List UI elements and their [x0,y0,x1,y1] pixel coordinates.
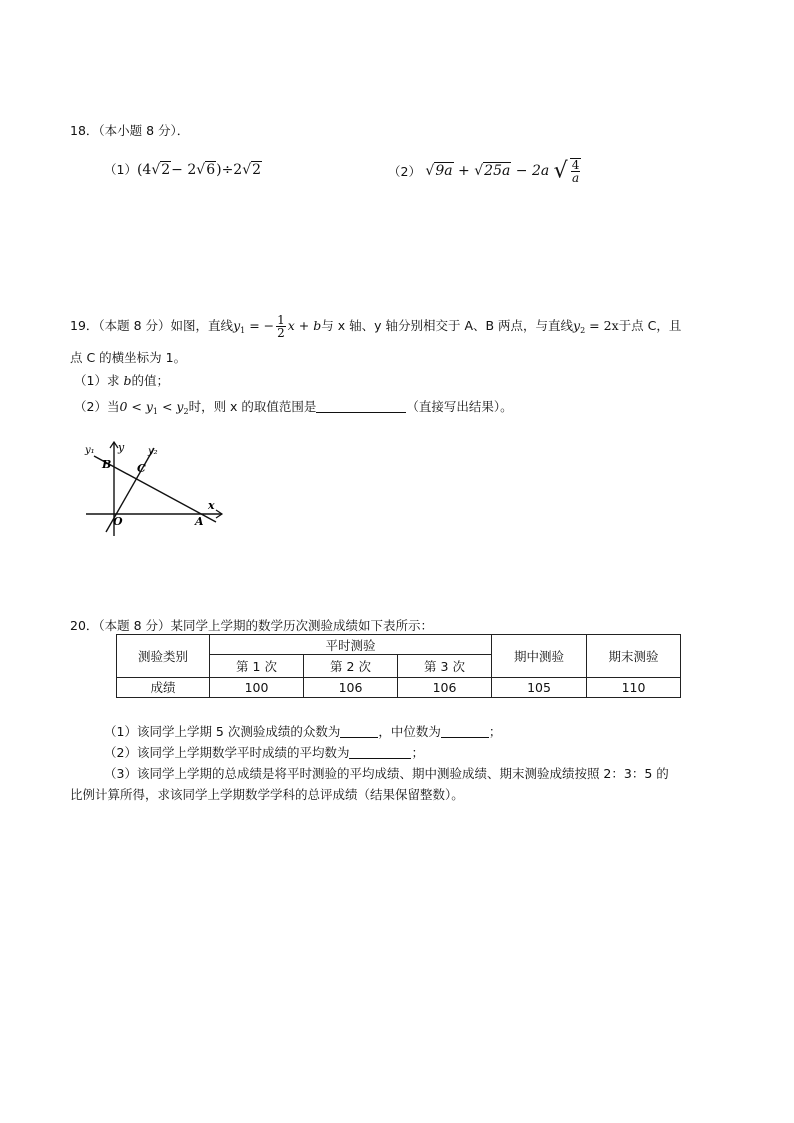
q19-y1-sub: 1 [240,326,246,335]
q19-fraction [276,314,286,339]
q19-figure [82,436,227,540]
label-a: A [195,515,204,528]
q19-sub2-tail: （直接写出结果）。 [406,399,513,414]
q18-p1-root2: 6 [206,162,216,178]
q19-sub1-pre: （1）求 [74,373,124,388]
q18-p1-open: (4 [136,162,152,178]
q19-sub1 [74,371,169,389]
table-cell: 106 [398,677,492,697]
table-row [117,677,681,697]
q19-sub2-mid: < y [157,399,184,414]
label-o: O [113,515,123,528]
q19-intersect-text: 与 x 轴、y 轴分别相交于 A、B 两点，与直线 [321,318,574,333]
q19-sub2-post: 时，则 x 的取值范围是 [188,399,317,414]
table-header-midterm: 期中测验 [492,635,587,678]
q18-p2-fraction [570,158,582,184]
table-cell: 106 [304,677,398,697]
sqrt-icon: √ [474,163,484,179]
label-b: B [102,458,112,471]
sqrt-icon: √ [196,162,206,178]
q19-sub2-math: 0 < y [119,399,153,414]
q20-sub1-mid: ，中位数为 [378,724,441,739]
q18-p2-plus: + [458,163,470,179]
sqrt-icon: √ [553,158,568,184]
q20-sub1 [104,722,501,740]
q19-eq2: = 2x [585,318,619,333]
q19-point-c-text: 于点 C，且 [618,318,682,333]
q18-p2-num: 4 [571,158,580,172]
q20-sub1-pre: （1）该同学上学期 5 次测验成绩的众数为 [104,724,341,739]
sqrt-icon: √ [151,162,161,178]
q19-y2: y [573,318,581,333]
q18-p1-root3: 2 [252,162,262,178]
q19-sub1-b: b [123,373,132,388]
q20-sub2-pre: （2）该同学上学期数学平时成绩的平均数为 [104,745,350,760]
q19-frac-num: 1 [277,313,285,327]
label-y: y [118,441,125,454]
q18-p1-minus: − 2 [171,162,197,178]
q19-frac-den: 2 [277,326,285,340]
q20-sub1-end: ； [488,724,502,739]
q18-p2-root1: 9a [435,163,453,179]
q18-header: 18．（本小题 8 分）． [70,123,190,138]
sqrt-icon: √ [425,163,435,179]
q18-p1-div: )÷2 [216,162,243,178]
q19-eq1: = − [245,318,275,333]
q18-part2 [388,158,583,184]
table-header-regular: 平时测验 [210,635,492,655]
table-cell: 100 [210,677,304,697]
label-y1: y₁ [85,445,95,456]
q19-intro: 19．（本题 8 分）如图，直线 [70,318,234,333]
label-x: x [208,499,215,512]
answer-blank[interactable] [441,725,489,738]
q19-sub2-pre: （2）当 [74,399,120,414]
q18-part1-label: （1） [104,162,137,177]
q20-sub3-line2: 比例计算所得，求该同学上学期数学学科的总评成绩（结果保留整数）。 [70,787,464,802]
answer-blank[interactable] [349,746,411,759]
q20-sub2 [104,743,424,761]
q18-p1-root1: 2 [161,162,171,178]
q20-sub3-line1: （3）该同学上学期的总成绩是将平时测验的平均成绩、期中测验成绩、期末测验成绩按照 2：3：5 的 [104,766,669,781]
q20-sub2-end: ； [411,745,424,760]
line-y1 [94,456,216,522]
q18-part2-label: （2） [388,164,421,179]
q19-y2-sub: 2 [580,326,586,335]
q19-sub2-s1: 1 [152,407,158,416]
sqrt-icon: √ [242,162,252,178]
label-c: C [137,462,146,475]
answer-blank[interactable] [316,400,406,413]
label-y2: y₂ [148,446,158,457]
q18-p2-minus: − 2a [515,163,550,179]
q19-sub2-s2: 2 [183,407,189,416]
table-header-type: 测验类别 [117,635,210,678]
q18-part1 [104,160,262,178]
table-cell: 105 [492,677,587,697]
table-header-test1: 第 1 次 [210,655,304,677]
table-header-test2: 第 2 次 [304,655,398,677]
table-header-test3: 第 3 次 [398,655,492,677]
q18-p2-den: a [571,171,580,185]
q20-header: 20．（本题 8 分）某同学上学期的数学历次测验成绩如下表所示： [70,618,434,633]
q19-sub1-post: 的值； [131,373,169,388]
table-row-label: 成绩 [117,677,210,697]
table-cell: 110 [587,677,681,697]
scores-table [116,634,681,698]
q19-line2: 点 C 的横坐标为 1。 [70,350,187,365]
table-header-final: 期末测验 [587,635,681,678]
q19-line1 [70,314,681,339]
q19-sub2 [74,397,513,416]
q19-y1: y [233,318,241,333]
q18-p2-root2: 25a [484,163,511,179]
q19-x-plus-b: x + b [287,318,322,333]
answer-blank[interactable] [340,725,378,738]
